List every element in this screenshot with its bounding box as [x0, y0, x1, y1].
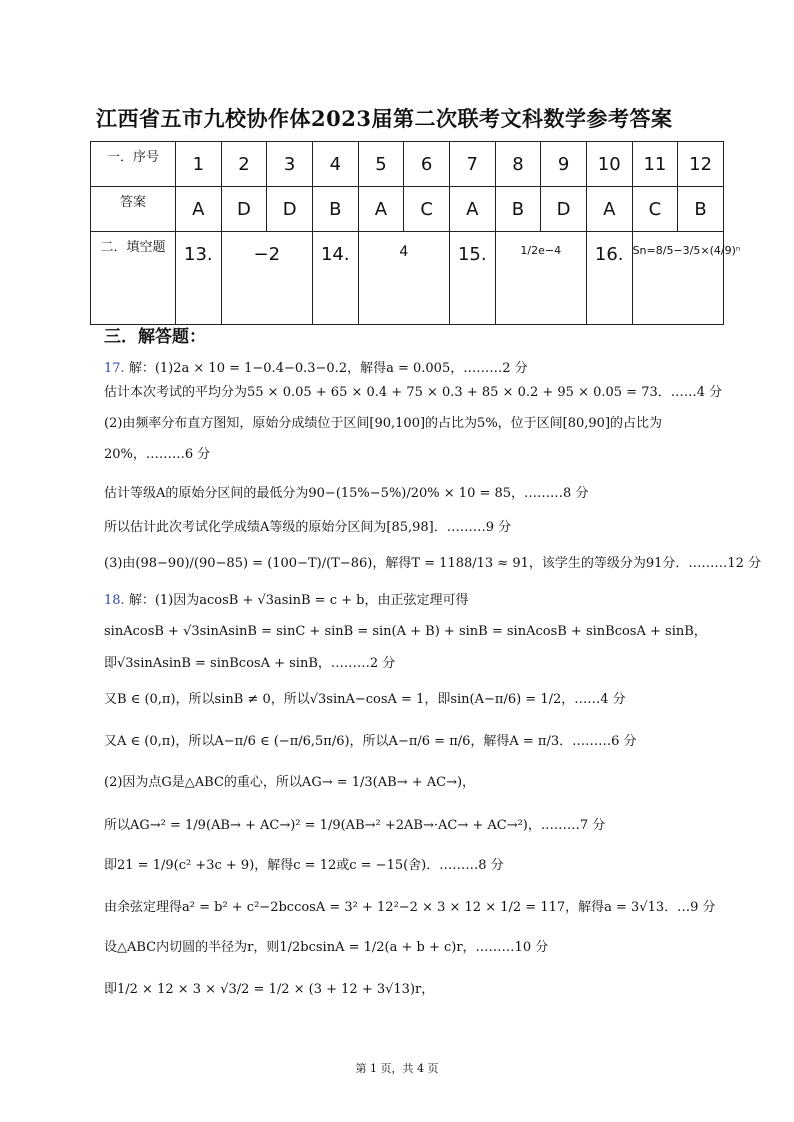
answer-cell: A: [449, 187, 495, 232]
answer-cell: B: [678, 187, 724, 232]
answer-line: (3)由(98−90)/(90−85) = (100−T)/(T−86)，解得T = 1188/13 ≈ 91，该学生的等级分为91分．………12 分: [104, 556, 762, 571]
fill-number: 13.: [176, 232, 222, 325]
fill-answer: 1/2e−4: [495, 232, 586, 325]
line-text: 解：(1)2a × 10 = 1−0.4−0.3−0.2，解得a = 0.005，………2 分: [128, 361, 528, 376]
answer-line: 20%，………6 分: [104, 447, 211, 462]
answer-line: 所以估计此次考试化学成绩A等级的原始分区间为[85,98]．………9 分: [104, 520, 512, 535]
answer-cell: C: [404, 187, 450, 232]
answer-cell: A: [586, 187, 632, 232]
fill-answer: −2: [221, 232, 312, 325]
answer-line: 又B ∈ (0,π)，所以sinB ≠ 0，所以√3sinA−cosA = 1，即sin(A−π/6) = 1/2，……4 分: [104, 692, 626, 707]
answer-cell: D: [221, 187, 267, 232]
question-number: 9: [541, 142, 587, 187]
answer-cell: B: [495, 187, 541, 232]
answer-line: 即1/2 × 12 × 3 × √3/2 = 1/2 × (3 + 12 + 3√13)r，: [104, 982, 435, 997]
question-number: 3: [267, 142, 313, 187]
fill-row: [91, 232, 724, 325]
answer-line: [104, 357, 528, 376]
row-header: 一．序号: [91, 142, 176, 187]
question-number: 11: [632, 142, 678, 187]
answer-line: 又A ∈ (0,π)，所以A−π/6 ∈ (−π/6,5π/6)，所以A−π/6 = π/6，解得A = π/3．………6 分: [104, 734, 637, 749]
fill-number: 15.: [449, 232, 495, 325]
question-label: 18.: [104, 593, 125, 608]
question-number: 5: [358, 142, 404, 187]
answer-line: 由余弦定理得a² = b² + c²−2bccosA = 3² + 12²−2 × 3 × 12 × 1/2 = 117，解得a = 3√13．…9 分: [104, 900, 716, 915]
answer-line: [104, 589, 468, 608]
answer-cell: C: [632, 187, 678, 232]
answer-line: (2)因为点G是△ABC的重心，所以AG→ = 1/3(AB→ + AC→)，: [104, 775, 476, 790]
answer-line: 估计等级A的原始分区间的最低分为90−(15%−5%)/20% × 10 = 85，………8 分: [104, 486, 589, 501]
answer-line: sinAcosB + √3sinAsinB = sinC + sinB = sin(A + B) + sinB = sinAcosB + sinBcosA + sinB，: [104, 624, 707, 639]
answer-line: (2)由频率分布直方图知，原始分成绩位于区间[90,100]的占比为5%，位于区间[80,90]的占比为: [104, 416, 663, 431]
row-header: 答案: [91, 187, 176, 232]
answer-cell: D: [267, 187, 313, 232]
page-title: 江西省五市九校协作体2023届第二次联考文科数学参考答案: [96, 106, 673, 131]
question-number: 10: [586, 142, 632, 187]
answer-cell: A: [358, 187, 404, 232]
fill-answer: 4: [358, 232, 449, 325]
line-text: 解：(1)因为acosB + √3asinB = c + b，由正弦定理可得: [128, 593, 469, 608]
row-header: 二．填空题: [91, 232, 176, 325]
answer-cell: B: [312, 187, 358, 232]
answer-line: 估计本次考试的平均分为55 × 0.05 + 65 × 0.4 + 75 × 0.3 + 85 × 0.2 + 95 × 0.05 = 73．……4 分: [104, 385, 723, 400]
fill-number: 16.: [586, 232, 632, 325]
answer-line: 即21 = 1/9(c² +3c + 9)，解得c = 12或c = −15(舍)．………8 分: [104, 858, 504, 873]
question-label: 17.: [104, 361, 125, 376]
answer-line: 所以AG→² = 1/9(AB→ + AC→)² = 1/9(AB→² +2AB→·AC→ + AC→²)，………7 分: [104, 818, 606, 833]
section-heading: 三．解答题：: [104, 327, 206, 347]
fill-answer: Sn=8/5−3/5×(4/9)ⁿ: [632, 232, 723, 325]
page-footer: 第 1 页，共 4 页: [355, 1062, 439, 1075]
answer-cell: D: [541, 187, 587, 232]
answer-row: [91, 187, 724, 232]
question-number: 7: [449, 142, 495, 187]
answer-cell: A: [176, 187, 222, 232]
number-row: [91, 142, 724, 187]
question-number: 2: [221, 142, 267, 187]
answer-table: [90, 141, 741, 325]
question-number: 4: [312, 142, 358, 187]
question-number: 1: [176, 142, 222, 187]
question-number: 12: [678, 142, 724, 187]
answer-line: 即√3sinAsinB = sinBcosA + sinB，………2 分: [104, 656, 396, 671]
fill-number: 14.: [312, 232, 358, 325]
question-number: 8: [495, 142, 541, 187]
question-number: 6: [404, 142, 450, 187]
answer-line: 设△ABC内切圆的半径为r，则1/2bcsinA = 1/2(a + b + c)r，………10 分: [104, 940, 549, 955]
